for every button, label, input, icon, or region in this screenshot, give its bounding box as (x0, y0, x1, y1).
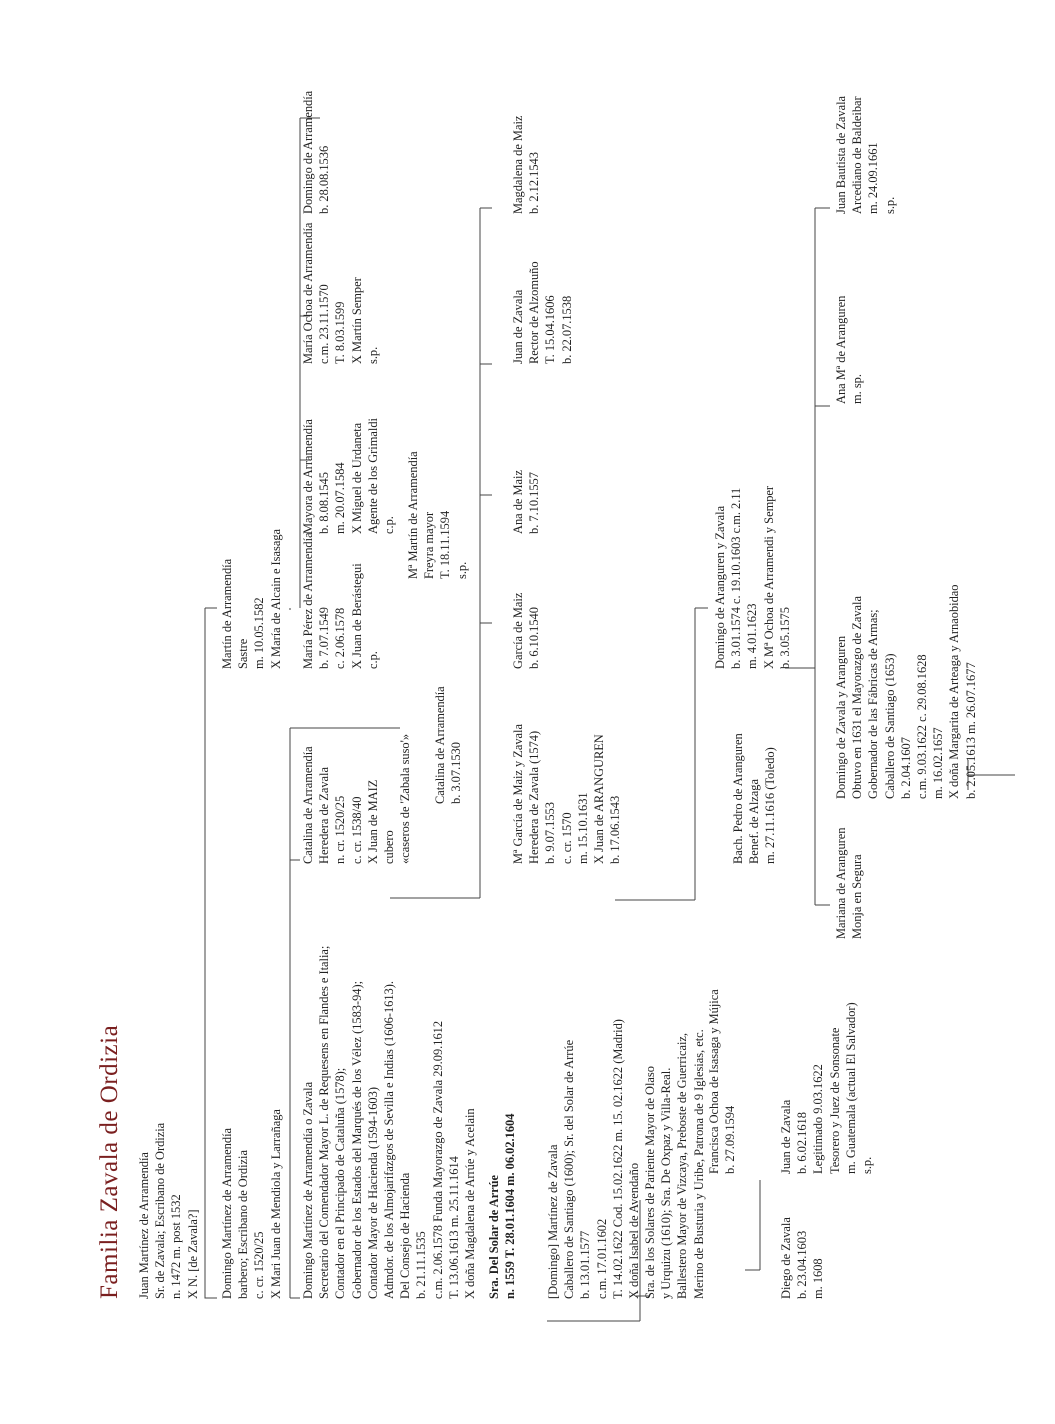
person-line: María Pérez de Arramendía (301, 532, 315, 669)
person-catalina-1530 (432, 686, 464, 804)
person-line: Mariana de Aranguren (834, 827, 848, 939)
person-line: Francisca Ochoa de Isasaga y Mújica (707, 989, 721, 1174)
person-line: Caballero de Santiago (1600); Sr. del Solar de Arrúe (562, 1039, 577, 1299)
person-line: T. 14.02.1622 Cod. 15.02.1622 m. 15. 02.1622 (Madrid) (610, 1019, 625, 1299)
person-line: s.p. (860, 1156, 875, 1174)
person-line: Ana Mª de Aranguren (834, 295, 848, 404)
person-line: T. 8.03.1599 (333, 301, 348, 364)
person-ana-maiz (510, 470, 542, 534)
person-juan-zavala-rector (510, 261, 575, 364)
person-line: Catalina de Arramendía (433, 686, 447, 804)
person-line: c. cr. 1520/25 (252, 1231, 267, 1299)
person-line: Gobernador de los Estados del Marqués de los Vélez (1583-94); (349, 980, 364, 1299)
person-line: b. 23.04.1603 (795, 1230, 810, 1299)
person-line: «caseros de 'Zabala suso'» (398, 733, 413, 864)
person-line: Ballestero Mayor de Vizcaya, Preboste de Guerricaiz, (675, 1032, 690, 1299)
person-line: Benef. de Alzaga (747, 779, 762, 864)
person-ma-garcia-maiz (510, 724, 623, 864)
person-line: María Ochoa de Arramendía (301, 222, 315, 364)
person-line: Sra. Del Solar de Arrúe (487, 1174, 501, 1299)
person-line: c.m. 17.01.1602 (594, 1218, 609, 1299)
person-line: Domingo de Arramendía (301, 90, 315, 214)
person-line: b. 3.01.1574 c. 19.10.1603 c.m. 2.11 (729, 487, 744, 669)
person-line: b. 7.10.1557 (527, 472, 542, 534)
person-line: m. 10.05.1582 (252, 597, 267, 669)
person-line: T. 18.11.1594 (438, 510, 453, 579)
person-line: X Juan de Berástegui (349, 563, 364, 669)
person-line: c.m. 2.06.1578 Funda Mayorazgo de Zavala 29.09.1612 (430, 1020, 445, 1299)
person-line: Gobernador de las Fábricas de Armas; (866, 609, 881, 799)
person-line: c.p. (382, 516, 397, 534)
person-line: m. 4.01.1623 (745, 603, 760, 669)
person-domingo-zavala-1535 (300, 946, 478, 1299)
person-line: Del Consejo de Hacienda (398, 1172, 413, 1299)
person-line: m. 1608 (811, 1258, 826, 1299)
person-line: Mª García de Maiz y Zavala (511, 724, 525, 864)
person-line: Juan de Zavala (511, 289, 525, 364)
person-juan-martinez (136, 1123, 201, 1299)
page-title: Familia Zavala de Ordizia (96, 1024, 123, 1299)
person-line: Caballero de Santiago (1653) (882, 653, 897, 799)
person-line: y Urquizu (1610); Sra. De Oxpaz y Villa-Real. (659, 1067, 674, 1299)
person-line: s.p. (365, 346, 380, 364)
person-domingo-zavala-aranguren (833, 585, 979, 799)
person-line: Obtuvo en 1631 el Mayorazgo de Zavala (850, 596, 865, 799)
person-line: c. cr. 1538/40 (349, 796, 364, 864)
person-garcia-maiz (510, 593, 542, 669)
person-mayora (300, 418, 397, 534)
person-line: Mayora de Arramendía (301, 419, 315, 534)
person-line: b. 13.01.1577 (578, 1230, 593, 1299)
person-line: Domingo Martínez de Arramendía o Zavala (301, 1081, 315, 1299)
person-magdalena-maiz (510, 116, 542, 214)
person-line: s.p. (882, 196, 897, 214)
person-line: Contador en el Principado de Cataluña (1578); (333, 1067, 348, 1299)
person-solares-olaso (642, 1029, 707, 1299)
person-line: X doña Magdalena de Arrúe y Acelain (463, 1108, 478, 1299)
person-line: Agente de los Grimaldi (365, 418, 380, 534)
person-sra-solar-arrue (486, 1114, 518, 1299)
person-line: m. 27.11.1616 (Toledo) (763, 747, 778, 864)
person-line: Domingo de Zavala y Aranguren (834, 635, 848, 799)
person-line: Freyra mayor (422, 511, 437, 579)
person-domingo-aranguren-zavala (712, 486, 793, 669)
person-line: Juan de Zavala (779, 1099, 793, 1174)
person-line: cubero (382, 830, 397, 864)
person-domingo-arramendia-1536 (300, 91, 332, 214)
person-line: c.p. (365, 651, 380, 669)
person-line: Secretario del Comendador Mayor L. de Requesens en Flandes e Italia; (317, 945, 332, 1299)
person-catalina-heredera (300, 734, 413, 864)
person-line: Heredera de Zavala (317, 767, 332, 864)
person-line: Martín de Arramendía (220, 558, 234, 669)
person-line: m. 24.09.1661 (866, 142, 881, 214)
person-line: b. 7.07.1549 (317, 607, 332, 669)
person-line: c.m. 23.11.1570 (317, 284, 332, 364)
person-line: Magdalena de Maiz (511, 115, 525, 214)
person-diego-zavala (778, 1217, 827, 1299)
person-line: b. 2.04.1607 (898, 737, 913, 799)
person-juan-bautista-zavala (833, 96, 898, 214)
person-line: m. 15.10.1631 (575, 792, 590, 864)
person-line: b. 3.07.1530 (449, 742, 464, 804)
person-line: m. Guatemala (actual El Salvador) (843, 1002, 858, 1174)
person-domingo-martinez-barbero (219, 1109, 284, 1299)
person-line: b. 9.07.1553 (543, 802, 558, 864)
person-line: barbero; Escribano de Ordizia (236, 1150, 251, 1299)
person-line: Heredera de Zavala (1574) (527, 730, 542, 864)
person-line: Sr. de Zavala; Escribano de Ordizia (153, 1122, 168, 1299)
person-line: c. 2.06.1578 (333, 607, 348, 669)
person-line: [Domingo] Martínez de Zavala (546, 1144, 560, 1299)
person-line: X Mari Juan de Mendiola y Larrañaga (268, 1109, 283, 1299)
person-line: X Miguel de Urdaneta (349, 422, 364, 534)
person-line: X Martín Semper (349, 277, 364, 364)
person-line: Rector de Alzomuño (527, 261, 542, 364)
person-line: Bach. Pedro de Aranguren (731, 733, 745, 864)
person-line: c. cr. 1570 (559, 812, 574, 864)
person-line: Ana de Maiz (511, 470, 525, 534)
person-line: m. 20.07.1584 (333, 462, 348, 534)
person-line: García de Maiz (511, 592, 525, 669)
person-line: Domingo de Aranguren y Zavala (713, 505, 727, 669)
person-line: Contador Mayor de Hacienda (1594-1603) (365, 1087, 380, 1299)
person-line: T. 15.04.1606 (543, 295, 558, 364)
person-line: m. 16.02.1657 (931, 727, 946, 799)
person-francisca-ochoa (706, 989, 738, 1174)
person-line: Arcediano de Baldeibar (850, 96, 865, 214)
person-line: n. 1559 T. 28.01.1604 m. 06.02.1604 (503, 1113, 518, 1299)
person-line: b. 6.10.1540 (527, 607, 542, 669)
person-ana-ma-aranguren (833, 296, 865, 404)
person-pedro-aranguren (730, 733, 779, 864)
person-line: b. 3.05.1575 (777, 607, 792, 669)
person-line: b. 8.08.1545 (317, 472, 332, 534)
person-line: c.m. 9.03.1622 c. 29.08.1628 (915, 654, 930, 799)
person-line: b. 21.11.1535 (414, 1231, 429, 1299)
person-maria-ochoa (300, 223, 381, 364)
person-line: b. 2.12.1543 (527, 152, 542, 214)
person-line: b. 22.07.1538 (559, 295, 574, 364)
person-line: Tesorero y Juez de Sonsonate (827, 1027, 842, 1174)
person-line: Juan Martínez de Arramendía (137, 1152, 151, 1299)
person-line: X Mª Ochoa de Arramendi y Semper (761, 485, 776, 669)
person-line: Domingo Martínez de Arramendía (220, 1127, 234, 1299)
person-line: b. 2.05.1613 m. 26.07.1677 (963, 662, 978, 799)
person-line: Merino de Busturia y Uribe, Patrona de 9 Iglesias, etc. (691, 1029, 706, 1299)
person-line: b. 17.06.1543 (608, 795, 623, 864)
person-line: Juan Bautista de Zavala (834, 95, 848, 214)
person-line: b. 6.02.1618 (795, 1112, 810, 1174)
person-line: Monja en Segura (850, 854, 865, 939)
person-line: Legitimado 9.03.1622 (811, 1064, 826, 1174)
person-line: n. 1472 m. post 1532 (169, 1194, 184, 1299)
person-line: b. 27.09.1594 (723, 1105, 738, 1174)
person-line: X María de Alcain e Isasaga (268, 528, 283, 669)
person-line: Sastre (236, 638, 251, 669)
person-line: b. 28.08.1536 (317, 145, 332, 214)
person-juan-zavala-1618 (778, 1002, 875, 1174)
person-line: n. cr. 1520/25 (333, 795, 348, 864)
person-line: Catalina de Arramendía (301, 746, 315, 864)
person-line: X Juan de ARANGUREN (592, 734, 607, 864)
person-martin-arramendia (219, 529, 284, 669)
person-maria-perez (300, 532, 381, 669)
person-line: T. 13.06.1613 m. 25.11.1614 (446, 1156, 461, 1299)
person-line: X Juan de MAIZ (365, 779, 380, 864)
person-ma-martin (405, 451, 470, 579)
person-line: X doña Margarita de Arteaga y Arnaobidao (947, 584, 962, 799)
person-line: Sra. de los Solares de Pariente Mayor de Olaso (643, 1066, 657, 1299)
person-line: Mª Martín de Arramendía (406, 451, 420, 579)
person-line: Admdor. de los Almojarifazgos de Sevilla e Indias (1606-1613). (382, 981, 397, 1299)
person-line: X doña Isabel de Avendaño (627, 1162, 642, 1299)
person-mariana-aranguren (833, 828, 865, 939)
person-line: s.p. (454, 561, 469, 579)
person-line: m. sp. (850, 374, 865, 404)
person-line: Diego de Zavala (779, 1217, 793, 1299)
person-domingo-martinez-zavala-1577 (545, 1019, 642, 1299)
person-line: X N. [de Zavala?] (185, 1209, 200, 1299)
